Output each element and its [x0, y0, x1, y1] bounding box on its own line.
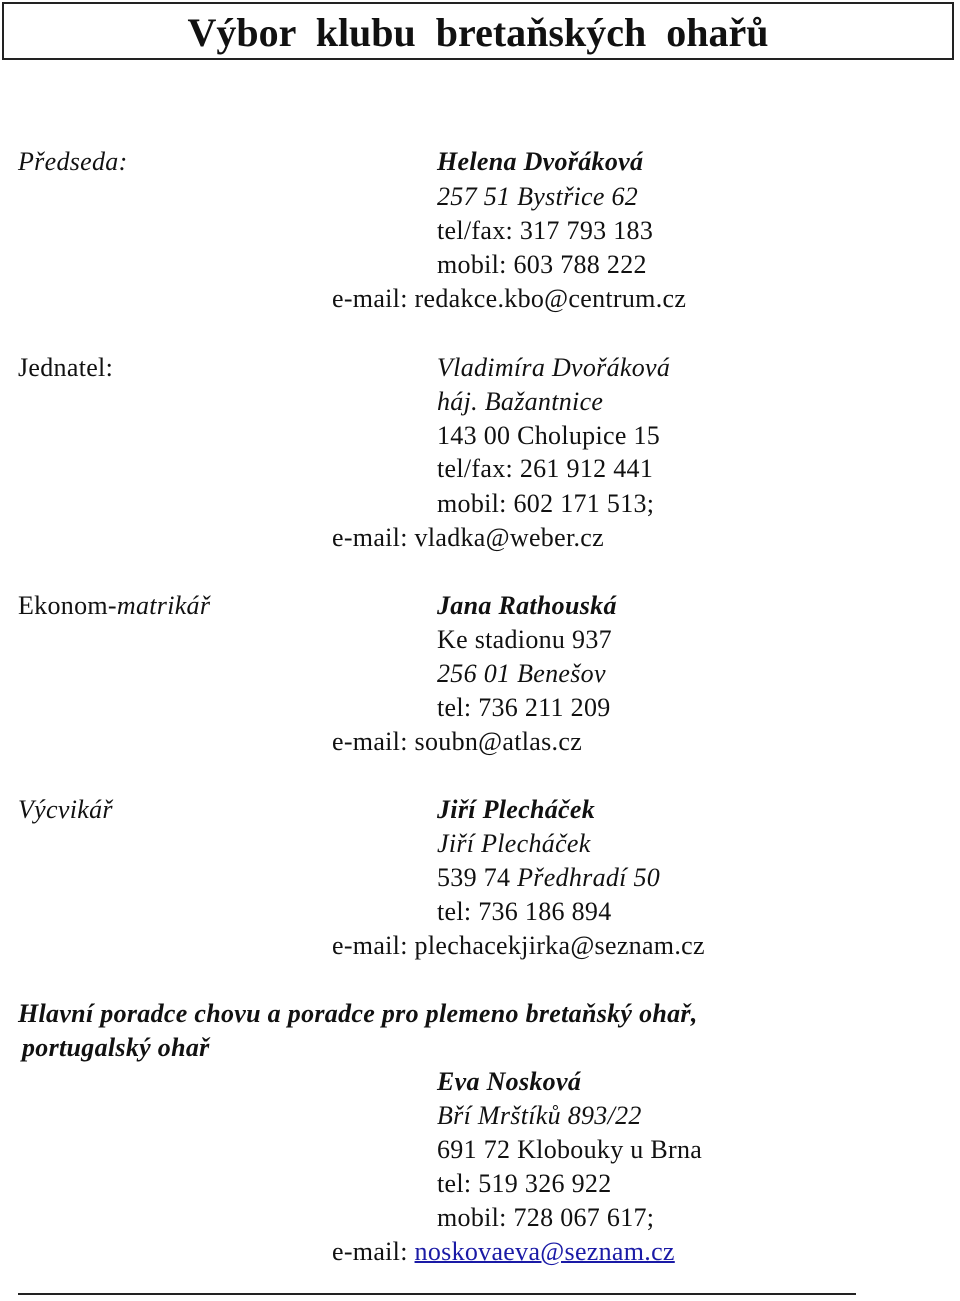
address-line [437, 861, 660, 895]
title-box [2, 2, 954, 60]
email-label: e-mail: [332, 727, 408, 756]
member-name-advisor: Eva Nosková [437, 1067, 582, 1096]
role-label-chairman [18, 145, 128, 179]
address-segment: Předhradí 50 [517, 863, 661, 892]
address-segment: mobil: 603 788 222 [437, 250, 647, 279]
address-segment: Bří Mrštíků 893/22 [437, 1101, 642, 1130]
email-line [332, 282, 686, 316]
address-segment: Jiří Plecháček [437, 829, 591, 858]
address-segment: 143 00 Cholupice 15 [437, 421, 661, 450]
address-segment: tel: 736 186 894 [437, 897, 612, 926]
address-line [437, 1099, 642, 1133]
phone-line [437, 1167, 612, 1201]
role-part: Předseda: [18, 147, 128, 176]
phone-line [437, 895, 612, 929]
email-line [332, 521, 604, 555]
address-line [437, 180, 638, 214]
address-line [437, 419, 660, 453]
page-title: Výbor klubu bretaňských ohařů [187, 10, 769, 55]
role-part: matrikář [116, 591, 211, 620]
address-segment: tel/fax: 261 912 441 [437, 454, 654, 483]
phone-line [437, 691, 611, 725]
mobile-line [437, 248, 647, 282]
email-address[interactable]: vladka@weber.cz [414, 523, 604, 552]
email-line [332, 929, 705, 963]
email-address[interactable]: redakce.kbo@centrum.cz [414, 284, 687, 313]
mobile-line [437, 1201, 654, 1235]
email-address[interactable]: plechacekjirka@seznam.cz [414, 931, 705, 960]
email-label: e-mail: [332, 931, 408, 960]
address-segment: háj. Bažantnice [437, 387, 604, 416]
email-link[interactable]: noskovaeva@seznam.cz [414, 1237, 675, 1266]
member-name-trainer: Jiří Plecháček [437, 795, 595, 824]
address-segment: 256 01 Benešov [437, 659, 606, 688]
email-label: e-mail: [332, 523, 408, 552]
email-line [332, 1235, 675, 1269]
role-label-breeding-advisor-cont: portugalský ohař [22, 1033, 210, 1062]
address-line [437, 827, 591, 861]
phone-line [437, 452, 653, 486]
address-segment: Ke stadionu 937 [437, 625, 612, 654]
role-label-treasurer [18, 589, 210, 623]
role-part: Jednatel: [18, 353, 114, 382]
address-segment: tel/fax: 317 793 183 [437, 216, 654, 245]
address-segment: mobil: 602 171 513; [437, 489, 655, 518]
role-part: Ekonom- [18, 591, 117, 620]
address-line [437, 657, 606, 691]
address-segment: mobil: 728 067 617; [437, 1203, 655, 1232]
member-name-secretary: Vladimíra Dvořáková [437, 353, 671, 382]
member-name-chairman: Helena Dvořáková [437, 147, 644, 176]
address-segment: 257 51 Bystřice 62 [437, 182, 639, 211]
role-label-breeding-advisor: Hlavní poradce chovu a poradce pro plemeno bretaňský ohař, [18, 999, 698, 1028]
address-line [437, 1133, 702, 1167]
address-line [437, 623, 612, 657]
address-line [437, 385, 603, 419]
email-label: e-mail: [332, 284, 408, 313]
mobile-line [437, 487, 654, 521]
role-label-trainer [18, 793, 113, 827]
role-part: Výcvikář [18, 795, 113, 824]
email-address[interactable]: soubn@atlas.cz [414, 727, 583, 756]
email-line [332, 725, 582, 759]
member-name-treasurer: Jana Rathouská [437, 591, 617, 620]
address-segment: tel: 736 211 209 [437, 693, 611, 722]
email-label: e-mail: [332, 1237, 408, 1266]
phone-line [437, 214, 653, 248]
address-segment: 691 72 Klobouky u Brna [437, 1135, 703, 1164]
address-segment: 539 74 [437, 863, 518, 892]
role-label-secretary [18, 351, 113, 385]
address-segment: tel: 519 326 922 [437, 1169, 612, 1198]
footer-divider [18, 1293, 856, 1295]
